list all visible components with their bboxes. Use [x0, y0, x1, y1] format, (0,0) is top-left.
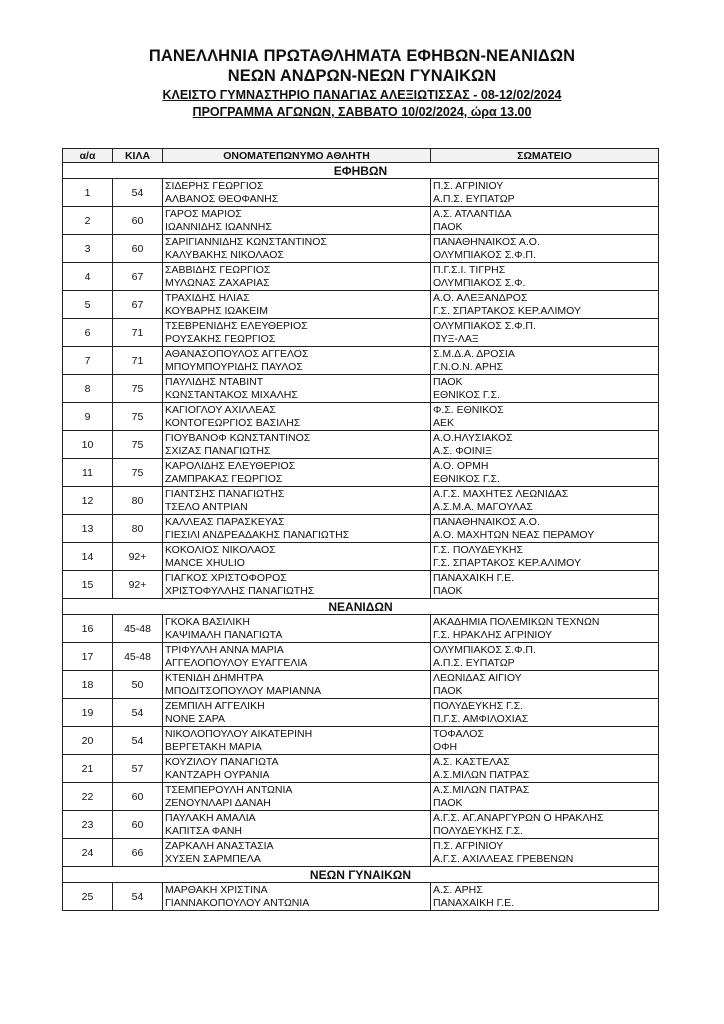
- weight-class: 92+: [113, 543, 163, 571]
- table-row: [63, 347, 659, 375]
- table-row: [63, 375, 659, 403]
- match-number: 6: [63, 319, 113, 347]
- club-name: ΟΛΥΜΠΙΑΚΟΣ Σ.Φ.Π.: [433, 319, 536, 332]
- weight-class: 60: [113, 811, 163, 839]
- clubs-cell: [431, 347, 659, 375]
- club-name: ΠΑΝΑΧΑΙΚΗ Γ.Ε.: [433, 571, 515, 584]
- weight-class: 60: [113, 207, 163, 235]
- athlete-name: ΣΙΔΕΡΗΣ ΓΕΩΡΓΙΟΣ: [165, 179, 264, 192]
- match-number: 23: [63, 811, 113, 839]
- match-number: 18: [63, 671, 113, 699]
- athletes-cell: [163, 459, 431, 487]
- club-name: Α.Ο.ΗΛΥΣΙΑΚΟΣ: [433, 431, 513, 444]
- athlete-name: ΑΘΑΝΑΣΟΠΟΥΛΟΣ ΑΓΓΕΛΟΣ: [165, 347, 309, 360]
- table-row: [63, 403, 659, 431]
- match-number: 4: [63, 263, 113, 291]
- clubs-cell: [431, 839, 659, 867]
- weight-class: 66: [113, 839, 163, 867]
- document-header: [0, 46, 724, 121]
- athlete-name: ΣΧΙΖΑΣ ΠΑΝΑΓΙΩΤΗΣ: [165, 444, 271, 457]
- weight-class: 57: [113, 755, 163, 783]
- club-name: ΟΛΥΜΠΙΑΚΟΣ Σ.Φ.Π.: [433, 643, 536, 656]
- match-number: 16: [63, 615, 113, 643]
- club-name: Α.Γ.Σ. ΑΓ.ΑΝΑΡΓΥΡΩΝ Ο ΗΡΑΚΛΗΣ: [433, 811, 604, 824]
- club-name: Α.Σ. ΑΡΗΣ: [433, 883, 483, 896]
- weight-class: 75: [113, 459, 163, 487]
- athlete-name: ΚΑΛΛΕΑΣ ΠΑΡΑΣΚΕΥΑΣ: [165, 515, 285, 528]
- athletes-cell: [163, 179, 431, 207]
- match-number: 19: [63, 699, 113, 727]
- athlete-name: ΝΙΚΟΛΟΠΟΥΛΟΥ ΑΙΚΑΤΕΡΙΝΗ: [165, 727, 313, 740]
- weight-class: 60: [113, 783, 163, 811]
- club-name: ΠΑΝΑΧΑΙΚΗ Γ.Ε.: [433, 896, 515, 909]
- athlete-name: ΓΙΑΝΤΣΗΣ ΠΑΝΑΓΙΩΤΗΣ: [165, 487, 285, 500]
- column-header-number: α/α: [63, 149, 113, 163]
- club-name: ΠΑΝΑΘΗΝΑΙΚΟΣ Α.Ο.: [433, 515, 540, 528]
- club-name: ΟΛΥΜΠΙΑΚΟΣ Σ.Φ.Π.: [433, 248, 536, 261]
- club-name: Α.Σ.Μ.Α. ΜΑΓΟΥΛΑΣ: [433, 500, 533, 513]
- table-row: [63, 179, 659, 207]
- club-name: Γ.Σ. ΣΠΑΡΤΑΚΟΣ ΚΕΡ.ΑΛΙΜΟΥ: [433, 556, 581, 569]
- clubs-cell: [431, 883, 659, 911]
- match-number: 20: [63, 727, 113, 755]
- weight-class: 71: [113, 347, 163, 375]
- club-name: Π.Σ. ΑΓΡΙΝΙΟΥ: [433, 179, 504, 192]
- table-row: [63, 699, 659, 727]
- clubs-cell: [431, 783, 659, 811]
- athletes-cell: [163, 839, 431, 867]
- athletes-cell: [163, 783, 431, 811]
- table-row: [63, 235, 659, 263]
- clubs-cell: [431, 571, 659, 599]
- weight-class: 71: [113, 319, 163, 347]
- table-row: [63, 487, 659, 515]
- weight-class: 60: [113, 235, 163, 263]
- column-header-weight: ΚΙΛΑ: [113, 149, 163, 163]
- match-number: 2: [63, 207, 113, 235]
- clubs-cell: [431, 487, 659, 515]
- clubs-cell: [431, 699, 659, 727]
- clubs-cell: [431, 459, 659, 487]
- club-name: Α.Σ. ΚΑΣΤΕΛΑΣ: [433, 755, 510, 768]
- athlete-name: ΑΓΓΕΛΟΠΟΥΛΟΥ ΕΥΑΓΓΕΛΙΑ: [165, 656, 308, 669]
- match-number: 5: [63, 291, 113, 319]
- table-row: [63, 755, 659, 783]
- club-name: Α.Σ. ΦΟΙΝΙΞ: [433, 444, 493, 457]
- column-header-club: ΣΩΜΑΤΕΙΟ: [431, 149, 659, 163]
- athletes-cell: [163, 347, 431, 375]
- athletes-cell: [163, 671, 431, 699]
- club-name: Α.Γ.Σ. ΑΧΙΛΛΕΑΣ ΓΡΕΒΕΝΩΝ: [433, 852, 574, 865]
- clubs-cell: [431, 727, 659, 755]
- club-name: Α.Ο. ΟΡΜΗ: [433, 459, 489, 472]
- weight-class: 45-48: [113, 643, 163, 671]
- athletes-cell: [163, 319, 431, 347]
- table-row: [63, 263, 659, 291]
- match-number: 11: [63, 459, 113, 487]
- column-header-athlete: ΟΝΟΜΑΤΕΠΩΝΥΜΟ ΑΘΛΗΤΗ: [163, 149, 431, 163]
- table-header-row: [63, 149, 659, 163]
- section-row: [63, 599, 659, 615]
- table-row: [63, 207, 659, 235]
- weight-class: 75: [113, 403, 163, 431]
- athlete-name: ΖΕΜΠΙΛΗ ΑΓΓΕΛΙΚΗ: [165, 699, 265, 712]
- club-name: Π.Γ.Σ. ΑΜΦΙΛΟΧΙΑΣ: [433, 712, 529, 725]
- athlete-name: ΠΑΥΛΑΚΗ ΑΜΑΛΙΑ: [165, 811, 256, 824]
- club-name: Α.Σ. ΑΤΛΑΝΤΙΔΑ: [433, 207, 512, 220]
- match-number: 17: [63, 643, 113, 671]
- match-number: 13: [63, 515, 113, 543]
- club-name: ΠΑΟΚ: [433, 796, 463, 809]
- athlete-name: ΜΠΟΔΙΤΣΟΠΟΥΛΟΥ ΜΑΡΙΑΝΝΑ: [165, 684, 322, 697]
- athlete-name: ΚΤΕΝΙΔΗ ΔΗΜΗΤΡΑ: [165, 671, 264, 684]
- athlete-name: ΖΕΝΟΥΝΛΑΡΙ ΔΑΝΑΗ: [165, 796, 271, 809]
- athletes-cell: [163, 263, 431, 291]
- table-row: [63, 319, 659, 347]
- section-row: [63, 867, 659, 883]
- athlete-name: ΙΩΑΝΝΙΔΗΣ ΙΩΑΝΝΗΣ: [165, 220, 272, 233]
- match-number: 12: [63, 487, 113, 515]
- athletes-cell: [163, 515, 431, 543]
- club-name: Α.Π.Σ. ΕΥΠΑΤΩΡ: [433, 656, 515, 669]
- match-number: 10: [63, 431, 113, 459]
- match-number: 15: [63, 571, 113, 599]
- match-number: 7: [63, 347, 113, 375]
- athlete-name: ΤΣΕΒΡΕΝΙΔΗΣ ΕΛΕΥΘΕΡΙΟΣ: [165, 319, 308, 332]
- club-name: ΟΛΥΜΠΙΑΚΟΣ Σ.Φ.: [433, 276, 526, 289]
- club-name: ΑΚΑΔΗΜΙΑ ΠΟΛΕΜΙΚΩΝ ΤΕΧΝΩΝ: [433, 615, 600, 628]
- club-name: Γ.Σ. ΣΠΑΡΤΑΚΟΣ ΚΕΡ.ΑΛΙΜΟΥ: [433, 304, 581, 317]
- club-name: ΟΦΗ: [433, 740, 458, 753]
- athlete-name: ΚΑΓΙΟΓΛΟΥ ΑΧΙΛΛΕΑΣ: [165, 403, 276, 416]
- clubs-cell: [431, 319, 659, 347]
- weight-class: 75: [113, 375, 163, 403]
- athletes-cell: [163, 883, 431, 911]
- clubs-cell: [431, 515, 659, 543]
- clubs-cell: [431, 671, 659, 699]
- athlete-name: ΣΑΒΒΙΔΗΣ ΓΕΩΡΓΙΟΣ: [165, 263, 271, 276]
- club-name: Α.Γ.Σ. ΜΑΧΗΤΕΣ ΛΕΩΝΙΔΑΣ: [433, 487, 569, 500]
- athlete-name: ΚΑΨΙΜΑΛΗ ΠΑΝΑΓΙΩΤΑ: [165, 628, 283, 641]
- athletes-cell: [163, 487, 431, 515]
- table-row: [63, 883, 659, 911]
- athlete-name: ΝΟΝΕ ΣΑΡΑ: [165, 712, 225, 725]
- athlete-name: ΤΣΕΛΟ ΑΝΤΡΙΑΝ: [165, 500, 248, 513]
- clubs-cell: [431, 375, 659, 403]
- clubs-cell: [431, 615, 659, 643]
- weight-class: 67: [113, 263, 163, 291]
- athlete-name: ΣΑΡΙΓΙΑΝΝΙΔΗΣ ΚΩΝΣΤΑΝΤΙΝΟΣ: [165, 235, 327, 248]
- club-name: ΤΟΦΑΛΟΣ: [433, 727, 484, 740]
- weight-class: 54: [113, 179, 163, 207]
- table-row: [63, 643, 659, 671]
- club-name: ΠΟΛΥΔΕΥΚΗΣ Γ.Σ.: [433, 824, 523, 837]
- table-row: [63, 811, 659, 839]
- athlete-name: ΓΙΑΓΚΟΣ ΧΡΙΣΤΟΦΟΡΟΣ: [165, 571, 287, 584]
- athletes-cell: [163, 699, 431, 727]
- athlete-name: ΜΑΡΘΑΚΗ ΧΡΙΣΤΙΝΑ: [165, 883, 268, 896]
- clubs-cell: [431, 543, 659, 571]
- table-row: [63, 839, 659, 867]
- athletes-cell: [163, 543, 431, 571]
- athlete-name: ΧΥΣΕΝ ΣΑΡΜΠΕΛΑ: [165, 852, 261, 865]
- club-name: ΕΘΝΙΚΟΣ Γ.Σ.: [433, 388, 500, 401]
- athlete-name: ΚΟΚΟΛΙΟΣ ΝΙΚΟΛΑΟΣ: [165, 543, 276, 556]
- athlete-name: ΚΩΝΣΤΑΝΤΑΚΟΣ ΜΙΧΑΛΗΣ: [165, 388, 298, 401]
- athlete-name: ΓΙΟΥΒΑΝΟΦ ΚΩΝΣΤΑΝΤΙΝΟΣ: [165, 431, 311, 444]
- club-name: ΠΥΞ-ΛΑΞ: [433, 332, 479, 345]
- athlete-name: ΚΟΝΤΟΓΕΩΡΓΙΟΣ ΒΑΣΙΛΗΣ: [165, 416, 301, 429]
- athlete-name: ΚΟΥΒΑΡΗΣ ΙΩΑΚΕΙΜ: [165, 304, 268, 317]
- athlete-name: ΚΑΠΙΤΣΑ ΦΑΝΗ: [165, 824, 242, 837]
- athlete-name: ΡΟΥΣΑΚΗΣ ΓΕΩΡΓΙΟΣ: [165, 332, 276, 345]
- athletes-cell: [163, 615, 431, 643]
- table-row: [63, 543, 659, 571]
- athlete-name: ΖΑΡΚΑΛΗ ΑΝΑΣΤΑΣΙΑ: [165, 839, 274, 852]
- weight-class: 80: [113, 487, 163, 515]
- table-row: [63, 615, 659, 643]
- athlete-name: ΤΡΑΧΙΔΗΣ ΗΛΙΑΣ: [165, 291, 250, 304]
- club-name: Α.Ο. ΑΛΕΞΑΝΔΡΟΣ: [433, 291, 528, 304]
- table-row: [63, 571, 659, 599]
- club-name: Σ.Μ.Δ.Α. ΔΡΟΣΙΑ: [433, 347, 515, 360]
- clubs-cell: [431, 207, 659, 235]
- club-name: Α.Σ.ΜΙΛΩΝ ΠΑΤΡΑΣ: [433, 783, 530, 796]
- clubs-cell: [431, 403, 659, 431]
- clubs-cell: [431, 263, 659, 291]
- athlete-name: ΚΟΥΖΙΛΟΥ ΠΑΝΑΓΙΩΤΑ: [165, 755, 279, 768]
- match-number: 1: [63, 179, 113, 207]
- athlete-name: ΤΡΙΦΥΛΛΗ ΑΝΝΑ ΜΑΡΙΑ: [165, 643, 284, 656]
- schedule-line: ΠΡΟΓΡΑΜΜΑ ΑΓΩΝΩΝ, ΣΑΒΒΑΤΟ 10/02/2024, ώρα 13.00: [192, 105, 532, 119]
- club-name: Φ.Σ. ΕΘΝΙΚΟΣ: [433, 403, 504, 416]
- club-name: ΠΑΟΚ: [433, 220, 463, 233]
- club-name: ΠΑΟΚ: [433, 584, 463, 597]
- athlete-name: ΜΠΟΥΜΠΟΥΡΙΔΗΣ ΠΑΥΛΟΣ: [165, 360, 303, 373]
- club-name: ΠΟΛΥΔΕΥΚΗΣ Γ.Σ.: [433, 699, 523, 712]
- section-row: [63, 163, 659, 179]
- weight-class: 54: [113, 883, 163, 911]
- athlete-name: ΚΑΛΥΒΑΚΗΣ ΝΙΚΟΛΑΟΣ: [165, 248, 284, 261]
- weight-class: 54: [113, 699, 163, 727]
- club-name: Π.Σ. ΑΓΡΙΝΙΟΥ: [433, 839, 504, 852]
- athlete-name: ΓΙΕΣΙΛΙ ΑΝΔΡΕΑΔΑΚΗΣ ΠΑΝΑΓΙΩΤΗΣ: [165, 528, 350, 541]
- athletes-cell: [163, 643, 431, 671]
- athlete-name: MANCE XHULIO: [165, 556, 245, 569]
- athletes-cell: [163, 571, 431, 599]
- section-title: ΝΕΩΝ ΓΥΝΑΙΚΩΝ: [63, 867, 659, 883]
- clubs-cell: [431, 755, 659, 783]
- club-name: ΑΕΚ: [433, 416, 455, 429]
- table-row: [63, 291, 659, 319]
- weight-class: 75: [113, 431, 163, 459]
- athletes-cell: [163, 291, 431, 319]
- club-name: ΠΑΟΚ: [433, 684, 463, 697]
- clubs-cell: [431, 235, 659, 263]
- match-number: 24: [63, 839, 113, 867]
- club-name: Π.Γ.Σ.Ι. ΤΙΓΡΗΣ: [433, 263, 506, 276]
- club-name: ΠΑΟΚ: [433, 375, 463, 388]
- athlete-name: ΚΑΡΟΛΙΔΗΣ ΕΛΕΥΘΕΡΙΟΣ: [165, 459, 296, 472]
- weight-class: 92+: [113, 571, 163, 599]
- clubs-cell: [431, 643, 659, 671]
- table-row: [63, 431, 659, 459]
- table-row: [63, 515, 659, 543]
- clubs-cell: [431, 811, 659, 839]
- table-row: [63, 727, 659, 755]
- table-row: [63, 783, 659, 811]
- weight-class: 67: [113, 291, 163, 319]
- club-name: ΛΕΩΝΙΔΑΣ ΑΙΓΙΟΥ: [433, 671, 522, 684]
- athlete-name: ΑΛΒΑΝΟΣ ΘΕΟΦΑΝΗΣ: [165, 192, 279, 205]
- match-number: 3: [63, 235, 113, 263]
- athlete-name: ΓΙΑΝΝΑΚΟΠΟΥΛΟΥ ΑΝΤΩΝΙΑ: [165, 896, 310, 909]
- clubs-cell: [431, 179, 659, 207]
- club-name: Γ.Ν.Ο.Ν. ΑΡΗΣ: [433, 360, 504, 373]
- match-number: 25: [63, 883, 113, 911]
- athlete-name: ΚΑΝΤΖΑΡΗ ΟΥΡΑΝΙΑ: [165, 768, 270, 781]
- athletes-cell: [163, 375, 431, 403]
- athletes-cell: [163, 431, 431, 459]
- title-line-1: ΠΑΝΕΛΛΗΝΙΑ ΠΡΩΤΑΘΛΗΜΑΤΑ ΕΦΗΒΩΝ-ΝΕΑΝΙΔΩΝ: [148, 47, 576, 65]
- table-row: [63, 459, 659, 487]
- section-title: ΝΕΑΝΙΔΩΝ: [63, 599, 659, 615]
- match-number: 8: [63, 375, 113, 403]
- match-number: 21: [63, 755, 113, 783]
- club-name: Α.Σ.ΜΙΛΩΝ ΠΑΤΡΑΣ: [433, 768, 530, 781]
- venue-line: ΚΛΕΙΣΤΟ ΓΥΜΝΑΣΤΗΡΙΟ ΠΑΝΑΓΙΑΣ ΑΛΕΞΙΩΤΙΣΣΑΣ - 08-12/02/2024: [162, 88, 562, 102]
- table-row: [63, 671, 659, 699]
- athlete-name: ΓΑΡΟΣ ΜΑΡΙΟΣ: [165, 207, 242, 220]
- athlete-name: ΒΕΡΓΕΤΑΚΗ ΜΑΡΙΑ: [165, 740, 262, 753]
- club-name: Γ.Σ. ΗΡΑΚΛΗΣ ΑΓΡΙΝΙΟΥ: [433, 628, 553, 641]
- athletes-cell: [163, 755, 431, 783]
- club-name: Γ.Σ. ΠΟΛΥΔΕΥΚΗΣ: [433, 543, 523, 556]
- title-line-2: ΝΕΩΝ ΑΝΔΡΩΝ-ΝΕΩΝ ΓΥΝΑΙΚΩΝ: [227, 67, 497, 85]
- weight-class: 50: [113, 671, 163, 699]
- athlete-name: ΠΑΥΛΙΔΗΣ ΝΤΑΒΙΝΤ: [165, 375, 264, 388]
- section-title: ΕΦΗΒΩΝ: [63, 163, 659, 179]
- weight-class: 54: [113, 727, 163, 755]
- club-name: ΕΘΝΙΚΟΣ Γ.Σ.: [433, 472, 500, 485]
- table-body: [63, 163, 659, 911]
- match-number: 9: [63, 403, 113, 431]
- clubs-cell: [431, 431, 659, 459]
- athletes-cell: [163, 811, 431, 839]
- athlete-name: ΖΑΜΠΡΑΚΑΣ ΓΕΩΡΓΙΟΣ: [165, 472, 283, 485]
- weight-class: 45-48: [113, 615, 163, 643]
- athlete-name: ΤΣΕΜΠΕΡΟΥΛΗ ΑΝΤΩΝΙΑ: [165, 783, 293, 796]
- athlete-name: ΧΡΙΣΤΟΦΥΛΛΗΣ ΠΑΝΑΓΙΩΤΗΣ: [165, 584, 315, 597]
- match-number: 14: [63, 543, 113, 571]
- match-number: 22: [63, 783, 113, 811]
- weight-class: 80: [113, 515, 163, 543]
- club-name: Α.Π.Σ. ΕΥΠΑΤΩΡ: [433, 192, 515, 205]
- clubs-cell: [431, 291, 659, 319]
- club-name: ΠΑΝΑΘΗΝΑΙΚΟΣ Α.Ο.: [433, 235, 540, 248]
- athletes-cell: [163, 235, 431, 263]
- match-schedule-table: [62, 148, 659, 911]
- club-name: Α.Ο. ΜΑΧΗΤΩΝ ΝΕΑΣ ΠΕΡΑΜΟΥ: [433, 528, 595, 541]
- athlete-name: ΓΚΟΚΑ ΒΑΣΙΛΙΚΗ: [165, 615, 250, 628]
- athletes-cell: [163, 403, 431, 431]
- athletes-cell: [163, 207, 431, 235]
- athlete-name: ΜΥΛΩΝΑΣ ΖΑΧΑΡΙΑΣ: [165, 276, 270, 289]
- athletes-cell: [163, 727, 431, 755]
